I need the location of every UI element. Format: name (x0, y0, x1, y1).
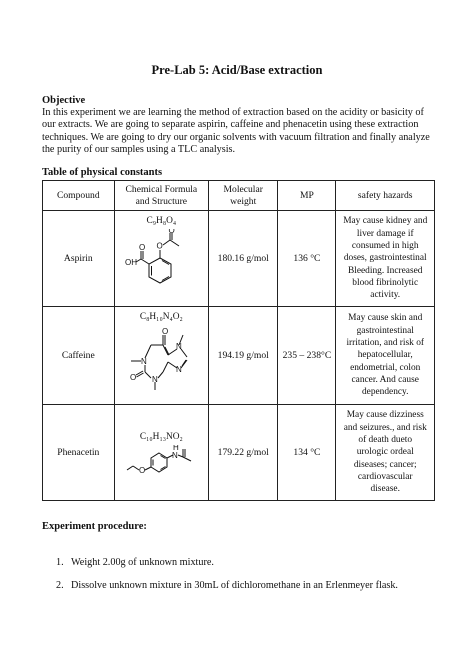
structure-atom-oh: OH (125, 258, 138, 267)
header-compound: Compound (43, 181, 115, 211)
melting-point: 134 °C (278, 405, 336, 501)
header-formula: Chemical Formula and Structure (114, 181, 208, 211)
structure-atom-o: O (156, 241, 164, 251)
step-text: Weight 2.00g of unknown mixture. (71, 557, 214, 568)
step-text: Dissolve unknown mixture in 30mL of dichloromethane in an Erlenmeyer flask. (71, 580, 398, 591)
step-number: 2. (56, 580, 64, 591)
table-header-row (43, 181, 435, 211)
header-hazards: safety hazards (336, 181, 435, 211)
structure-atom-n: N (141, 357, 148, 366)
table-row (43, 405, 435, 501)
chemical-formula: C₉H₈O₄ (146, 216, 177, 226)
structure-atom-n: N (152, 375, 159, 384)
compound-name: Aspirin (43, 211, 115, 307)
structure-atom-o: O (168, 229, 176, 235)
safety-hazards: May cause skin and gastrointestinal irritation, and risk of hepatocellular, endometrial, colon cancer. And cause dependency. (336, 307, 435, 405)
melting-point: 235 – 238°C (278, 307, 336, 405)
phenacetin-structure-icon (118, 445, 205, 477)
list-item (56, 557, 436, 581)
list-item (56, 580, 436, 604)
header-mp: MP (278, 181, 336, 211)
compound-name: Phenacetin (43, 405, 115, 501)
procedure-steps-list (56, 557, 436, 604)
objective-heading: Objective (42, 95, 86, 106)
structure-atom-n: N (176, 342, 183, 351)
structure-atom-h: H (173, 445, 180, 452)
step-number: 1. (56, 557, 64, 568)
physical-constants-table (42, 180, 435, 501)
formula-structure-cell (114, 405, 208, 501)
chemical-formula: C₁₀H₁₃NO₂ (139, 432, 183, 442)
procedure-heading: Experiment procedure: (42, 521, 147, 532)
aspirin-structure-icon (118, 229, 205, 291)
formula-structure-cell (114, 307, 208, 405)
structure-atom-o: O (162, 327, 169, 336)
molecular-weight: 179.22 g/mol (209, 405, 278, 501)
structure-atom-n: N (176, 365, 183, 374)
melting-point: 136 °C (278, 211, 336, 307)
objective-paragraph: In this experiment we are learning the method of extraction based on the acidity or basicity of our extracts. We are going to separate aspirin, caffeine and phenacetin using these extraction techniques. We are going to dry our organic solvents with vacuum filtration and finally analyze the purity of our samples using a TLC analysis. (42, 107, 430, 156)
structure-atom-o: O (139, 243, 146, 252)
header-weight: Molecular weight (209, 181, 278, 211)
structure-atom-o: O (139, 466, 146, 475)
page-title: Pre-Lab 5: Acid/Base extraction (151, 63, 323, 77)
safety-hazards: May cause dizziness and seizures., and risk of death dueto urologic ordeal diseases; cancer; cardiovascular disease. (336, 405, 435, 501)
safety-hazards: May cause kidney and liver damage if consumed in high doses, gastrointestinal Bleeding. Increased blood fibrinolytic activity. (336, 211, 435, 307)
formula-structure-cell (114, 211, 208, 307)
table-row (43, 307, 435, 405)
table-heading: Table of physical constants (42, 167, 163, 178)
molecular-weight: 194.19 g/mol (209, 307, 278, 405)
structure-atom-o: O (130, 373, 137, 382)
molecular-weight: 180.16 g/mol (209, 211, 278, 307)
caffeine-structure-icon (118, 325, 205, 397)
chemical-formula: C₈H₁₀N₄O₂ (139, 312, 183, 322)
compound-name: Caffeine (43, 307, 115, 405)
table-row (43, 211, 435, 307)
structure-atom-n: N (172, 451, 179, 460)
